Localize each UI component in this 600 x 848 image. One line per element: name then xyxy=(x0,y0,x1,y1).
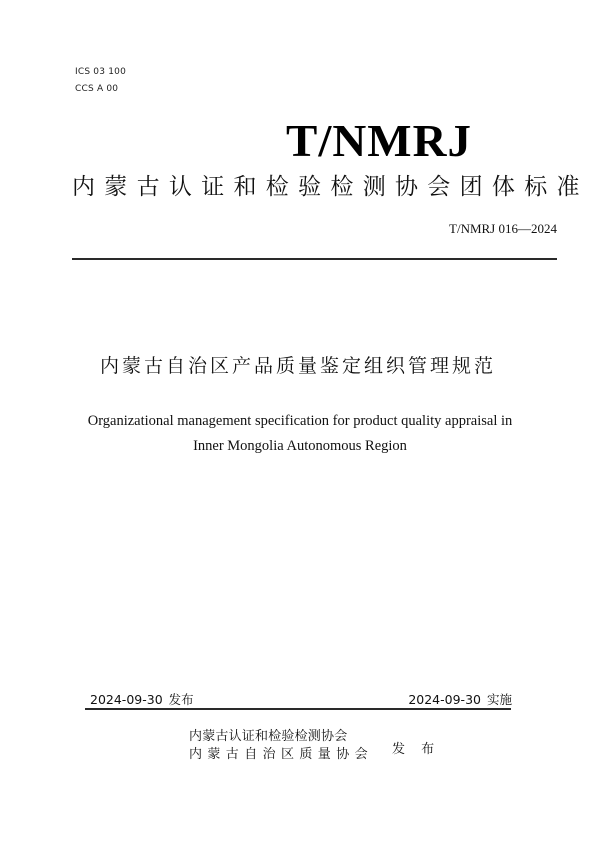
ccs-code: CCS A 00 xyxy=(75,84,119,94)
document-title-english-line2: Inner Mongolia Autonomous Region xyxy=(193,438,407,454)
document-title-english-line1: Organizational management specification for product quality appraisal in xyxy=(87,413,513,429)
ics-code: ICS 03 100 xyxy=(75,67,127,77)
standard-number: T/NMRJ 016—2024 xyxy=(449,221,557,236)
implement-date-block xyxy=(408,690,512,708)
implement-date: 2024-09-30 xyxy=(408,692,481,707)
bottom-divider xyxy=(85,708,511,710)
document-title-chinese: 内蒙古自治区产品质量鉴定组织管理规范 xyxy=(100,355,497,377)
implement-label: 实施 xyxy=(486,692,512,707)
publish-date-block xyxy=(90,690,194,708)
publish-date: 2024-09-30 xyxy=(90,692,163,707)
standard-code-heading: T/NMRJ xyxy=(286,115,472,166)
publish-label: 发布 xyxy=(168,692,194,707)
issuing-organizations xyxy=(189,728,373,764)
organization-standard-title: 内蒙古认证和检验检测协会团体标准 xyxy=(72,174,589,200)
issuer-quality-association: 内蒙古自治区质量协会 xyxy=(189,747,374,762)
issuer-certification-association: 内蒙古认证和检验检测协会 xyxy=(189,729,348,744)
issue-label: 发 布 xyxy=(392,742,441,757)
top-divider xyxy=(72,258,557,260)
